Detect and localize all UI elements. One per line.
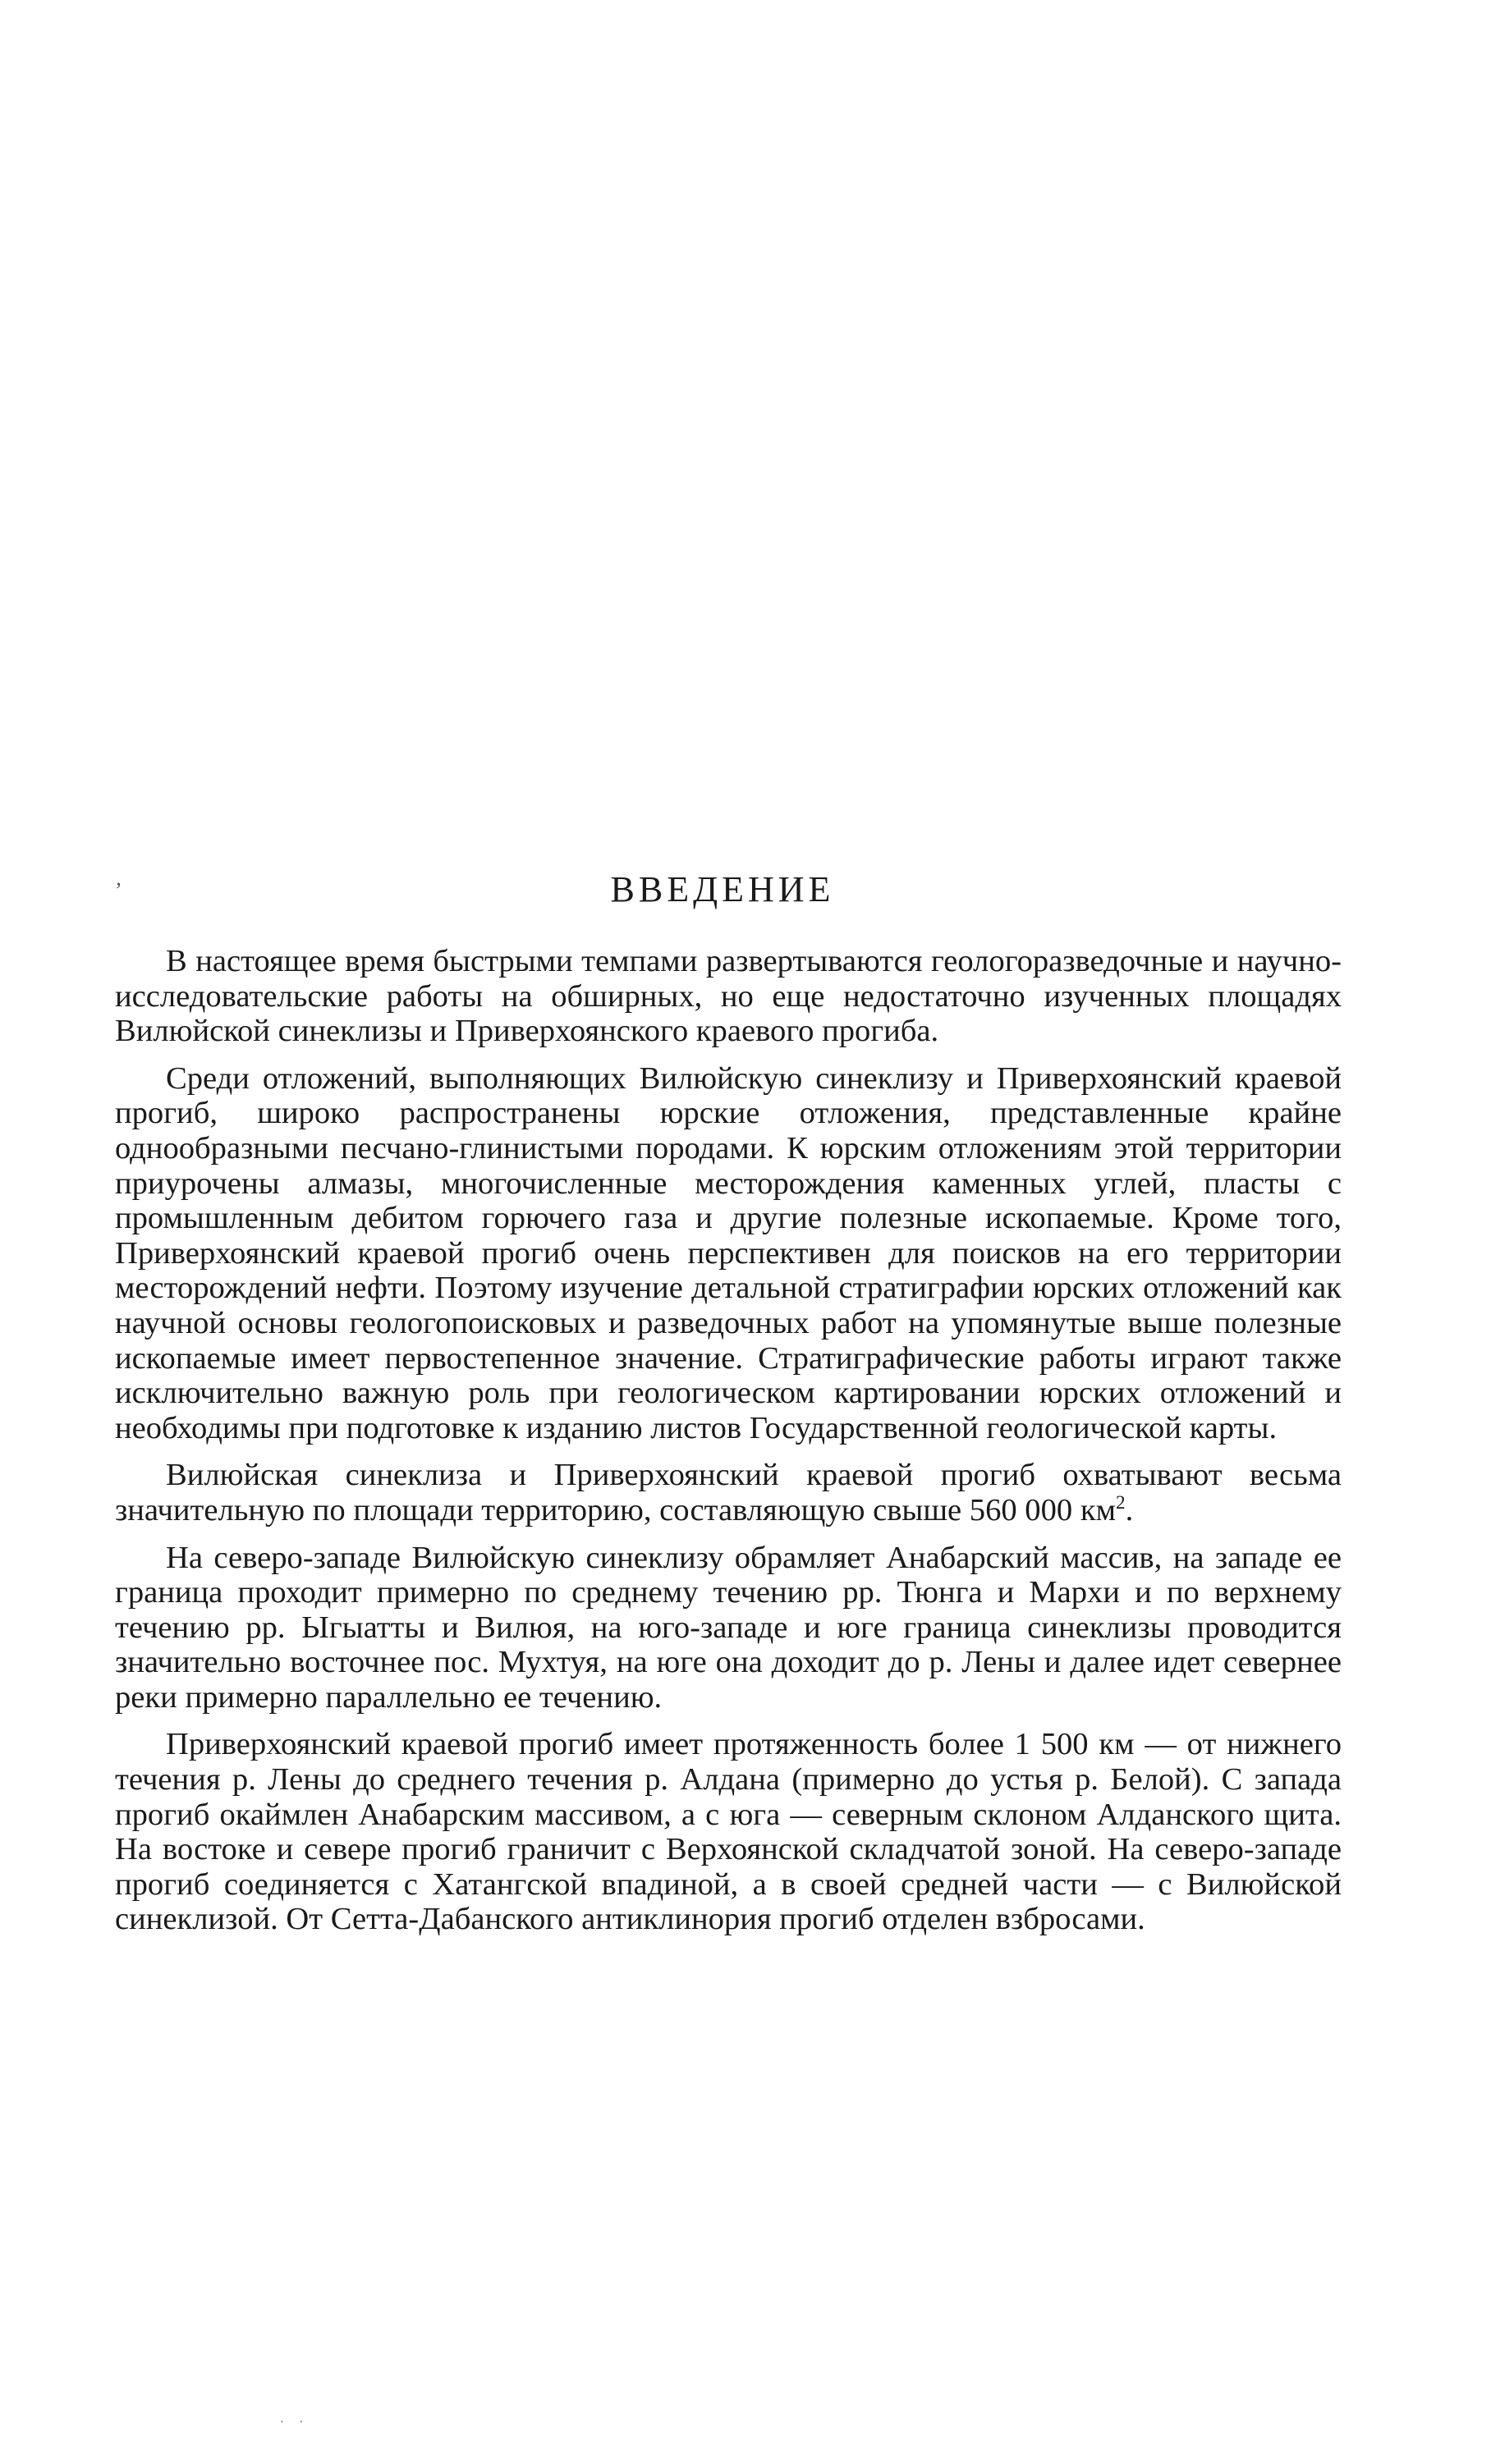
paragraph-intro: В настоящее время быстрыми темпами развертываются геологоразведочные и научно-исследовательские работы на обширных, но еще недостаточно изученных площадях Вилюйской синеклизы и Приверхоянского краевого прогиба. xyxy=(115,944,1342,1049)
paragraph-area-text: Вилюйская синеклиза и Приверхоянский краевой прогиб охватывают весьма значительную по площади территорию, составляющую свыше 560 000 км xyxy=(115,1458,1342,1527)
stray-mark: ’ xyxy=(115,878,122,902)
area-superscript: 2 xyxy=(1115,1492,1126,1514)
body-text xyxy=(115,944,1342,1937)
paragraph-syneclise-borders: На северо-западе Вилюйскую синеклизу обрамляет Анабарский массив, на западе ее граница проходит примерно по среднему течению рр. Тюнга и Мархи и по верхнему течению рр. Ыгыатты и Вилюя, на юго-западе и юге граница синеклизы проводится значительно восточнее пос. Мухтуя, на юге она доходит до р. Лены и далее идет севернее реки примерно параллельно ее течению. xyxy=(115,1540,1342,1715)
paragraph-area xyxy=(115,1458,1342,1527)
paragraph-jurassic-deposits: Среди отложений, выполняющих Вилюйскую синеклизу и Приверхоянский краевой прогиб, широко распространены юрские отложения, представленные крайне однообразными песчано-глинистыми породами. К юрским отложениям этой территории приурочены алмазы, многочисленные месторождения каменных углей, пласты с промышленным дебитом горючего газа и другие полезные ископаемые. Кроме того, Приверхоянский краевой прогиб очень перспективен для поисков на его территории месторождений нефти. Поэтому изучение детальной стратиграфии юрских отложений как научной основы геологопоисковых и разведочных работ на упомянутые выше полезные ископаемые имеет первостепенное значение. Стратиграфические работы играют также исключительно важную роль при геологическом картировании юрских отложений и необходимы при подготовке к изданию листов Государственной геологической карты. xyxy=(115,1060,1342,1445)
scan-specks: · · xyxy=(279,2413,310,2431)
paragraph-trough-description: Приверхоянский краевой прогиб имеет протяженность более 1 500 км — от нижнего течения р. Лены до среднего течения р. Алдана (примерно до устья р. Белой). С запада прогиб окаймлен Анабарским массивом, а с юга — северным склоном Алданского щита. На востоке и севере прогиб граничит с Верхоянской складчатой зоной. На северо-западе прогиб соединяется с Хатангской впадиной, а в своей средней части — с Вилюйской синеклизой. От Сетта-Дабанского антиклинория прогиб отделен взбросами. xyxy=(115,1727,1342,1937)
area-period: . xyxy=(1125,1492,1134,1527)
page-title: ВВЕДЕНИЕ xyxy=(610,869,835,909)
